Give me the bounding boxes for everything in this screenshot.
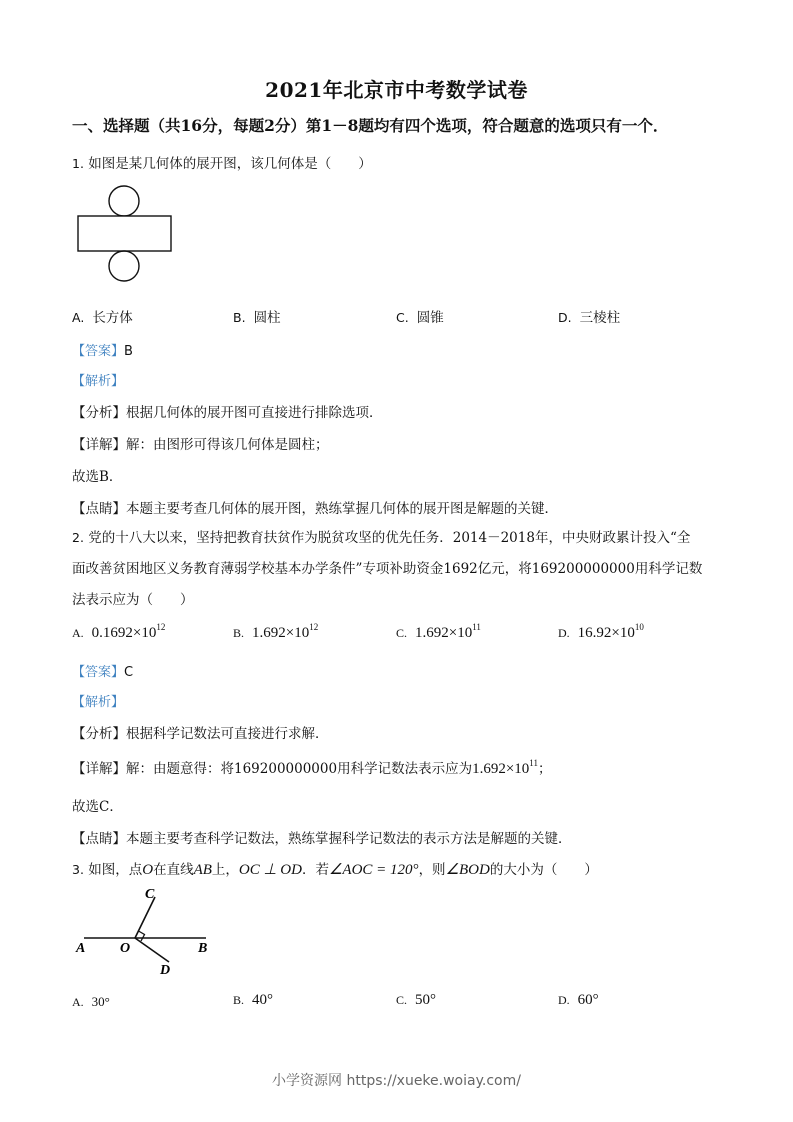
comment-line: [72, 497, 558, 517]
option-a[interactable]: [72, 622, 165, 642]
option-text: 30°: [91, 994, 110, 1009]
detail-math: [472, 758, 538, 777]
option-label: B.: [233, 993, 245, 1007]
option-c[interactable]: [396, 992, 436, 1009]
option-c[interactable]: [396, 306, 444, 326]
option-text: 圆柱: [253, 310, 281, 326]
choose-line: 故选B．: [72, 469, 123, 485]
option-label: A.: [72, 626, 84, 640]
question-number: 2.: [72, 530, 84, 545]
question-2-stem-line1: [72, 526, 690, 546]
answer-tag: 【答案】: [72, 344, 125, 359]
option-label: A.: [72, 310, 85, 325]
comment-text: 本题主要考查科学记数法，熟练掌握科学记数法的表示方法是解题的关键．: [126, 831, 572, 847]
option-math: [577, 622, 644, 641]
stem-text: 在直线: [153, 862, 194, 878]
option-text: 圆锥: [416, 310, 444, 326]
comment-text: 本题主要考查几何体的展开图，熟练掌握几何体的展开图是解题的关键．: [126, 501, 558, 517]
angle-figure: [72, 884, 222, 980]
detail-text: 解：由题意得：将169200000000用科学记数法表示应为: [126, 761, 473, 777]
analyze-line: [72, 722, 329, 742]
detail-suffix: ；: [537, 761, 552, 777]
label-c: C: [145, 887, 155, 902]
footer-watermark: 小学资源网 https://xueke.woiay.com/: [272, 1073, 521, 1089]
answer-value: B: [124, 344, 133, 359]
option-c[interactable]: [396, 622, 481, 642]
analyze-line: [72, 401, 383, 421]
exponent: 12: [156, 622, 166, 632]
label-a: A: [76, 941, 86, 956]
math-expr: ∠BOD: [445, 862, 490, 878]
comment-tag: 【点睛】: [72, 501, 126, 517]
option-label: C.: [396, 626, 408, 640]
detail-tag: 【详解】: [72, 761, 126, 777]
math-expr: ∠AOC = 120°: [328, 862, 419, 878]
math-var: AB: [193, 862, 212, 878]
mantissa: 1.692×10: [252, 625, 310, 641]
option-text: 三棱柱: [579, 310, 621, 326]
comment-tag: 【点睛】: [72, 831, 126, 847]
stem-text: 上，: [211, 862, 239, 878]
question-2-stem-line2: 面改善贫困地区义务教育薄弱学校基本办学条件”专项补助资金1692亿元，将169200000000用科学记数: [72, 561, 703, 577]
option-label: D.: [558, 626, 570, 640]
mantissa: 1.692×10: [472, 761, 530, 777]
question-3-stem: [72, 858, 598, 879]
page-title: 2021年北京市中考数学试卷: [265, 78, 528, 102]
math-var: O: [142, 862, 154, 878]
answer-line: [72, 340, 133, 359]
analyze-tag: 【分析】: [72, 405, 126, 421]
question-2-stem-line3: 法表示应为（ ）: [72, 592, 194, 608]
exponent: 12: [309, 622, 319, 632]
question-number: 3.: [72, 862, 84, 877]
option-text: 长方体: [92, 310, 133, 326]
question-1-stem: [72, 152, 372, 172]
exponent: 10: [634, 622, 644, 632]
analyze-text: 根据科学记数法可直接进行求解．: [126, 726, 329, 742]
option-math: [415, 622, 481, 641]
detail-line: [72, 433, 329, 453]
option-d[interactable]: [558, 306, 620, 326]
option-text: 60°: [577, 992, 599, 1008]
option-math: [252, 622, 319, 641]
option-d[interactable]: [558, 622, 644, 642]
option-label: C.: [396, 993, 408, 1007]
answer-line: [72, 661, 133, 680]
detail-line: [72, 757, 551, 778]
label-b: B: [198, 941, 208, 956]
option-a[interactable]: [72, 994, 110, 1010]
option-text: 40°: [252, 992, 274, 1008]
option-math: [91, 622, 166, 641]
question-text: 党的十八大以来，坚持把教育扶贫作为脱贫攻坚的优先任务．2014－2018年，中央财政累计投入“全: [88, 530, 691, 546]
option-d[interactable]: [558, 992, 599, 1009]
exponent: 11: [529, 758, 538, 768]
option-label: C.: [396, 310, 409, 325]
option-b[interactable]: [233, 306, 281, 326]
analyze-text: 根据几何体的展开图可直接进行排除选项．: [126, 405, 383, 421]
stem-text: ，则: [418, 862, 446, 878]
option-label: D.: [558, 993, 570, 1007]
mantissa: 16.92×10: [577, 625, 635, 641]
detail-tag: 【详解】: [72, 437, 126, 453]
math-expr: OC ⊥ OD: [238, 862, 302, 878]
option-b[interactable]: [233, 622, 318, 642]
stem-text: 如图，点: [88, 862, 143, 878]
mantissa: 0.1692×10: [91, 625, 157, 641]
option-a[interactable]: [72, 306, 133, 326]
mantissa: 1.692×10: [415, 625, 473, 641]
option-label: D.: [558, 310, 572, 325]
label-o: O: [120, 941, 131, 956]
option-label: B.: [233, 310, 246, 325]
choose-line: 故选C．: [72, 799, 123, 815]
exponent: 11: [472, 622, 481, 632]
option-label: A.: [72, 995, 84, 1009]
option-label: B.: [233, 626, 245, 640]
question-number: 1.: [72, 156, 84, 171]
detail-text: 解：由图形可得该几何体是圆柱；: [126, 437, 329, 453]
stem-text: 的大小为（ ）: [489, 862, 598, 878]
question-text: 如图是某几何体的展开图，该几何体是（ ）: [88, 156, 372, 172]
label-d: D: [160, 963, 171, 978]
stem-text: ．若: [301, 862, 329, 878]
analysis-header-tag: 【解析】: [72, 695, 125, 710]
option-b[interactable]: [233, 992, 273, 1009]
answer-value: C: [124, 665, 134, 680]
cylinder-net-figure: [74, 184, 176, 286]
section-heading: 一、选择题（共16分，每题2分）第1－8题均有四个选项，符合题意的选项只有一个．: [72, 116, 669, 135]
analysis-header-tag: 【解析】: [72, 374, 125, 389]
comment-line: [72, 827, 572, 847]
option-text: 50°: [415, 992, 437, 1008]
analyze-tag: 【分析】: [72, 726, 126, 742]
answer-tag: 【答案】: [72, 665, 125, 680]
